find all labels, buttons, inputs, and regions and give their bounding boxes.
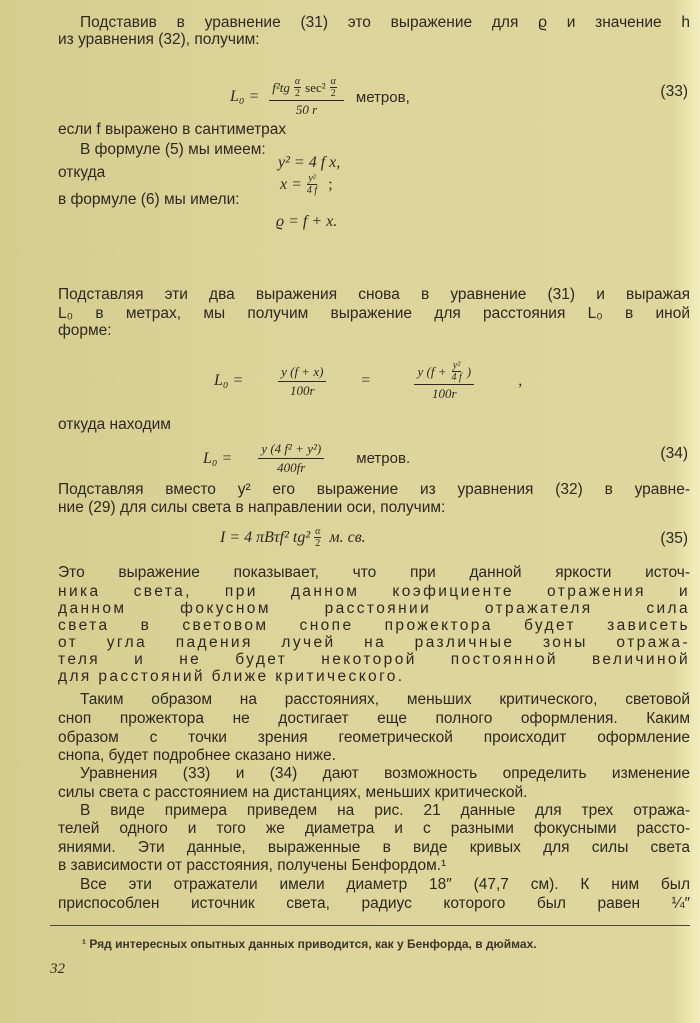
equation-L0 bbox=[214, 360, 522, 402]
eq-denominator: 100r bbox=[432, 386, 457, 401]
text-line: Таким образом на расстояниях, меньших критического, световой bbox=[80, 691, 690, 708]
text-line: для расстояний ближе критического. bbox=[58, 668, 405, 685]
eq-numerator: y (f + x) bbox=[278, 364, 326, 382]
page-number: 32 bbox=[50, 961, 65, 977]
equation-35 bbox=[220, 526, 366, 549]
text-line: Это выражение показывает, что при данной яркости источ- bbox=[58, 564, 690, 581]
text-line: откуда bbox=[58, 164, 106, 181]
text-line: силы света с расстоянием на дистанциях, меньших критической. bbox=[58, 784, 528, 801]
eq-suffix: , bbox=[518, 372, 523, 389]
eq-term: 2 bbox=[295, 88, 301, 99]
text-line: если f выражено в сантиметрах bbox=[58, 121, 287, 138]
eq-term: y² bbox=[452, 360, 461, 371]
text-line: Подставляя эти два выражения снова в уравнение (31) и выражая bbox=[58, 286, 690, 303]
eq-denominator: 50 r bbox=[295, 102, 318, 117]
eq-term: 2 bbox=[330, 88, 336, 99]
text-line: В формуле (5) мы имеем: bbox=[80, 141, 266, 158]
text-line: откуда находим bbox=[58, 416, 171, 433]
text-line: приспособлен источник света, радиус которого был равен ¼″ bbox=[58, 895, 690, 912]
eq-numerator: y² bbox=[308, 173, 316, 184]
eq-term: α bbox=[330, 76, 336, 87]
text-line: от угла падения лучей на различные зоны отража- bbox=[58, 634, 690, 651]
text-line: света в световом снопе прожектора будет зависеть bbox=[58, 617, 690, 634]
eq-term: α bbox=[315, 526, 321, 537]
eq-denominator: 400fr bbox=[277, 460, 306, 475]
eq-suffix: метров. bbox=[356, 450, 411, 467]
eq-lhs: L₀ = bbox=[230, 88, 260, 105]
eq-denominator: 100r bbox=[289, 382, 315, 398]
equation-number: (33) bbox=[660, 83, 688, 100]
text-line: ние (29) для силы света в направлении оси, получим: bbox=[58, 499, 446, 516]
eq-term: α bbox=[294, 76, 301, 87]
eq-term: f²tg bbox=[272, 79, 290, 95]
text-line: форме: bbox=[58, 322, 112, 339]
eq-sign: = bbox=[361, 372, 371, 389]
eq-lhs: I = 4 πBτf² tg² bbox=[220, 528, 311, 546]
text-line: в формуле (6) мы имели: bbox=[58, 191, 240, 208]
equation-6: ϱ = f + x. bbox=[276, 213, 338, 230]
text-line: в зависимости от расстояния, получены Бенфордом.¹ bbox=[58, 857, 447, 874]
eq-lhs: L₀ = bbox=[214, 372, 244, 389]
text-line: теля и не будет некоторой постоянной величиной bbox=[58, 651, 690, 668]
equation-number: (35) bbox=[660, 530, 688, 547]
eq-suffix: м. св. bbox=[329, 528, 366, 546]
text-line: телей одного и того же диаметра и с разными фокусными рассто- bbox=[58, 820, 690, 837]
text-line: яниями. Эти данные, выраженные в виде кривых для силы света bbox=[58, 839, 690, 856]
eq-term: y (f + bbox=[417, 363, 447, 379]
text-line: снопа, будет подробнее сказано ниже. bbox=[58, 747, 336, 764]
eq-term: 2 bbox=[315, 538, 321, 549]
eq-term: 4 f bbox=[451, 372, 462, 383]
equation-33 bbox=[230, 76, 410, 118]
text-line: из уравнения (32), получим: bbox=[58, 31, 260, 48]
equation-34 bbox=[203, 441, 410, 476]
eq-numerator: y (4 f² + y²) bbox=[258, 441, 324, 459]
equation-number: (34) bbox=[660, 445, 688, 462]
footnote: ¹ Ряд интересных опытных данных приводится, как у Бенфорда, в дюймах. bbox=[82, 937, 537, 951]
text-line: Подставляя вместо y² его выражение из уравнения (32) в уравне- bbox=[58, 481, 690, 498]
text-line: В виде примера приведем на рис. 21 данные для трех отража- bbox=[80, 802, 690, 819]
eq-lhs: L₀ = bbox=[203, 449, 233, 467]
text-line: сноп прожектора не достигает еще полного оформления. Каким bbox=[58, 710, 690, 727]
eq-suffix: метров, bbox=[355, 88, 410, 106]
text-line: образом с точки зрения геометрической происходит оформление bbox=[58, 729, 690, 746]
text-line: Все эти отражатели имели диаметр 18″ (47,7 см). К ним был bbox=[80, 876, 690, 893]
text-line: L₀ в метрах, мы получим выражение для расстояния L₀ в иной bbox=[58, 305, 690, 322]
eq-denominator: 4 f bbox=[306, 185, 318, 196]
eq-term: ) bbox=[466, 363, 472, 379]
eq-suffix: ; bbox=[328, 175, 333, 193]
text-line: Уравнения (33) и (34) дают возможность определить изменение bbox=[80, 765, 690, 782]
text-line: данном фокусном расстоянии отражателя сила bbox=[58, 600, 690, 617]
equation-5: y² = 4 f x, bbox=[278, 154, 341, 171]
eq-term: sec² bbox=[305, 79, 326, 95]
footnote-divider bbox=[50, 925, 690, 926]
eq-lhs: x = bbox=[280, 175, 302, 193]
text-line: Подставив в уравнение (31) это выражение для ϱ и значение h bbox=[80, 14, 690, 31]
text-line: ника света, при данном коэфициенте отражения и bbox=[58, 583, 690, 600]
